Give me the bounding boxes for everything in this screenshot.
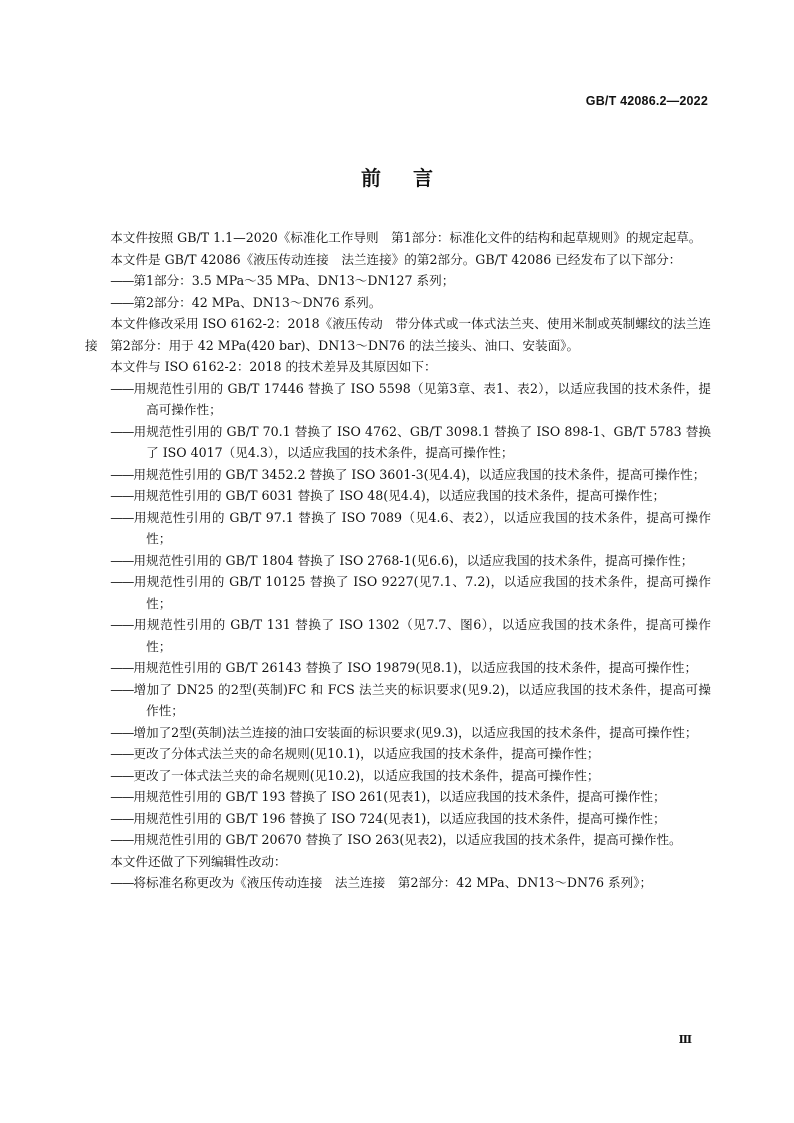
paragraph-text: 用规范性引用的 GB/T 3452.2 替换了 ISO 3601-3(见4.4)，以适应我国的技术条件，提高可操作性； [133,466,706,482]
list-dash: —— [110,681,134,697]
paragraph-text: 增加了 DN25 的2型(英制)FC 和 FCS 法兰夹的标识要求(见9.2)，以适应我国的技术条件，提高可操作性； [133,681,711,718]
list-item [85,421,711,464]
page-number: Ⅲ [678,1033,692,1046]
list-item [85,614,711,657]
list-item [85,378,711,421]
list-item [85,507,711,550]
list-dash: —— [110,660,134,675]
paragraph-text: 用规范性引用的 GB/T 10125 替换了 ISO 9227(见7.1、7.2)，以适应我国的技术条件，提高可操作性； [133,574,711,611]
paragraph-text: 用规范性引用的 GB/T 20670 替换了 ISO 263(见表2)，以适应我国的技术条件，提高可操作性。 [133,832,682,847]
paragraph [85,356,711,378]
list-dash: —— [110,488,134,503]
list-item [85,872,711,894]
paragraph-text: 更改了一体式法兰夹的命名规则(见10.2)，以适应我国的技术条件，提高可操作性； [133,767,600,783]
paragraph [85,249,711,271]
list-item [85,743,711,765]
paragraph-text: 用规范性引用的 GB/T 17446 替换了 ISO 5598（见第3章、表1、表2），以适应我国的技术条件，提高可操作性； [133,380,711,417]
list-dash: —— [110,380,134,396]
paragraph-text: 用规范性引用的 GB/T 6031 替换了 ISO 48(见4.4)，以适应我国的技术条件，提高可操作性； [133,488,666,503]
list-dash: —— [110,832,134,847]
document-body [85,227,711,894]
list-dash: —— [110,423,134,439]
paragraph-text: 用规范性引用的 GB/T 1804 替换了 ISO 2768-1(见6.6)，以适应我国的技术条件，提高可操作性； [133,552,694,568]
paragraph-text: 本文件是 GB/T 42086《液压传动连接 法兰连接》的第2部分。GB/T 42086 已经发布了以下部分： [110,251,682,267]
paragraph-text: 本文件按照 GB/T 1.1—2020《标准化工作导则 第1部分：标准化文件的结构和起草规则》的规定起草。 [110,230,702,245]
list-dash: —— [110,875,134,890]
list-item [85,722,711,744]
list-item [85,485,711,507]
list-dash: —— [110,294,134,310]
page-title: 前言 [361,166,465,190]
list-item [85,464,711,486]
list-item [85,270,711,292]
paragraph-text: 用规范性引用的 GB/T 26143 替换了 ISO 19879(见8.1)，以适应我国的技术条件，提高可操作性； [133,660,698,675]
list-dash: —— [110,552,134,568]
standard-number: GB/T 42086.2—2022 [585,94,708,108]
list-dash: —— [110,509,134,525]
list-item [85,765,711,787]
list-dash: —— [110,466,134,482]
list-dash: —— [110,724,134,740]
paragraph-text: 将标准名称更改为《液压传动连接 法兰连接 第2部分：42 MPa、DN13～DN76 系列》； [133,875,653,890]
paragraph-text: 用规范性引用的 GB/T 97.1 替换了 ISO 7089（见4.6、表2），以适应我国的技术条件，提高可操作性； [133,509,711,546]
paragraph [85,313,711,356]
paragraph-text: 第1部分：3.5 MPa～35 MPa、DN13～DN127 系列； [133,273,455,288]
paragraph-text: 用规范性引用的 GB/T 193 替换了 ISO 261(见表1)，以适应我国的技术条件，提高可操作性； [133,789,666,804]
list-item [85,808,711,830]
paragraph-text: 本文件还做了下列编辑性改动： [110,853,287,869]
list-dash: —— [110,574,134,589]
list-item [85,679,711,722]
list-dash: —— [110,746,134,761]
paragraph-text: 用规范性引用的 GB/T 70.1 替换了 ISO 4762、GB/T 3098.1 替换了 ISO 898-1、GB/T 5783 替换了 ISO 4017（见4.3），以适应我国的技术条件，提高可操作性； [133,423,711,460]
paragraph-text: 第2部分：42 MPa、DN13～DN76 系列。 [133,294,382,310]
list-dash: —— [110,273,134,288]
paragraph [85,227,711,249]
list-item [85,786,711,808]
list-item [85,292,711,314]
paragraph-text: 本文件与 ISO 6162-2：2018 的技术差异及其原因如下： [110,359,437,374]
paragraph-text: 增加了2型(英制)法兰连接的油口安装面的标识要求(见9.3)，以适应我国的技术条件，提高可操作性； [133,724,698,740]
paragraph-text: 更改了分体式法兰夹的命名规则(见10.1)，以适应我国的技术条件，提高可操作性； [133,746,600,761]
list-item [85,571,711,614]
list-item [85,550,711,572]
paragraph-text: 本文件修改采用 ISO 6162-2：2018《液压传动 带分体式或一体式法兰夹、使用米制或英制螺纹的法兰连接 第2部分：用于 42 MPa(420 bar)、DN13～DN76 的法兰接头、油口、安装面》。 [85,316,711,353]
paragraph-text: 用规范性引用的 GB/T 131 替换了 ISO 1302（见7.7、图6），以适应我国的技术条件，提高可操作性； [133,617,711,654]
paragraph-text: 用规范性引用的 GB/T 196 替换了 ISO 724(见表1)，以适应我国的技术条件，提高可操作性； [133,810,666,826]
list-item [85,829,711,851]
list-dash: —— [110,767,134,783]
list-dash: —— [110,810,134,826]
list-dash: —— [110,617,134,632]
paragraph [85,851,711,873]
list-dash: —— [110,789,134,804]
list-item [85,657,711,679]
